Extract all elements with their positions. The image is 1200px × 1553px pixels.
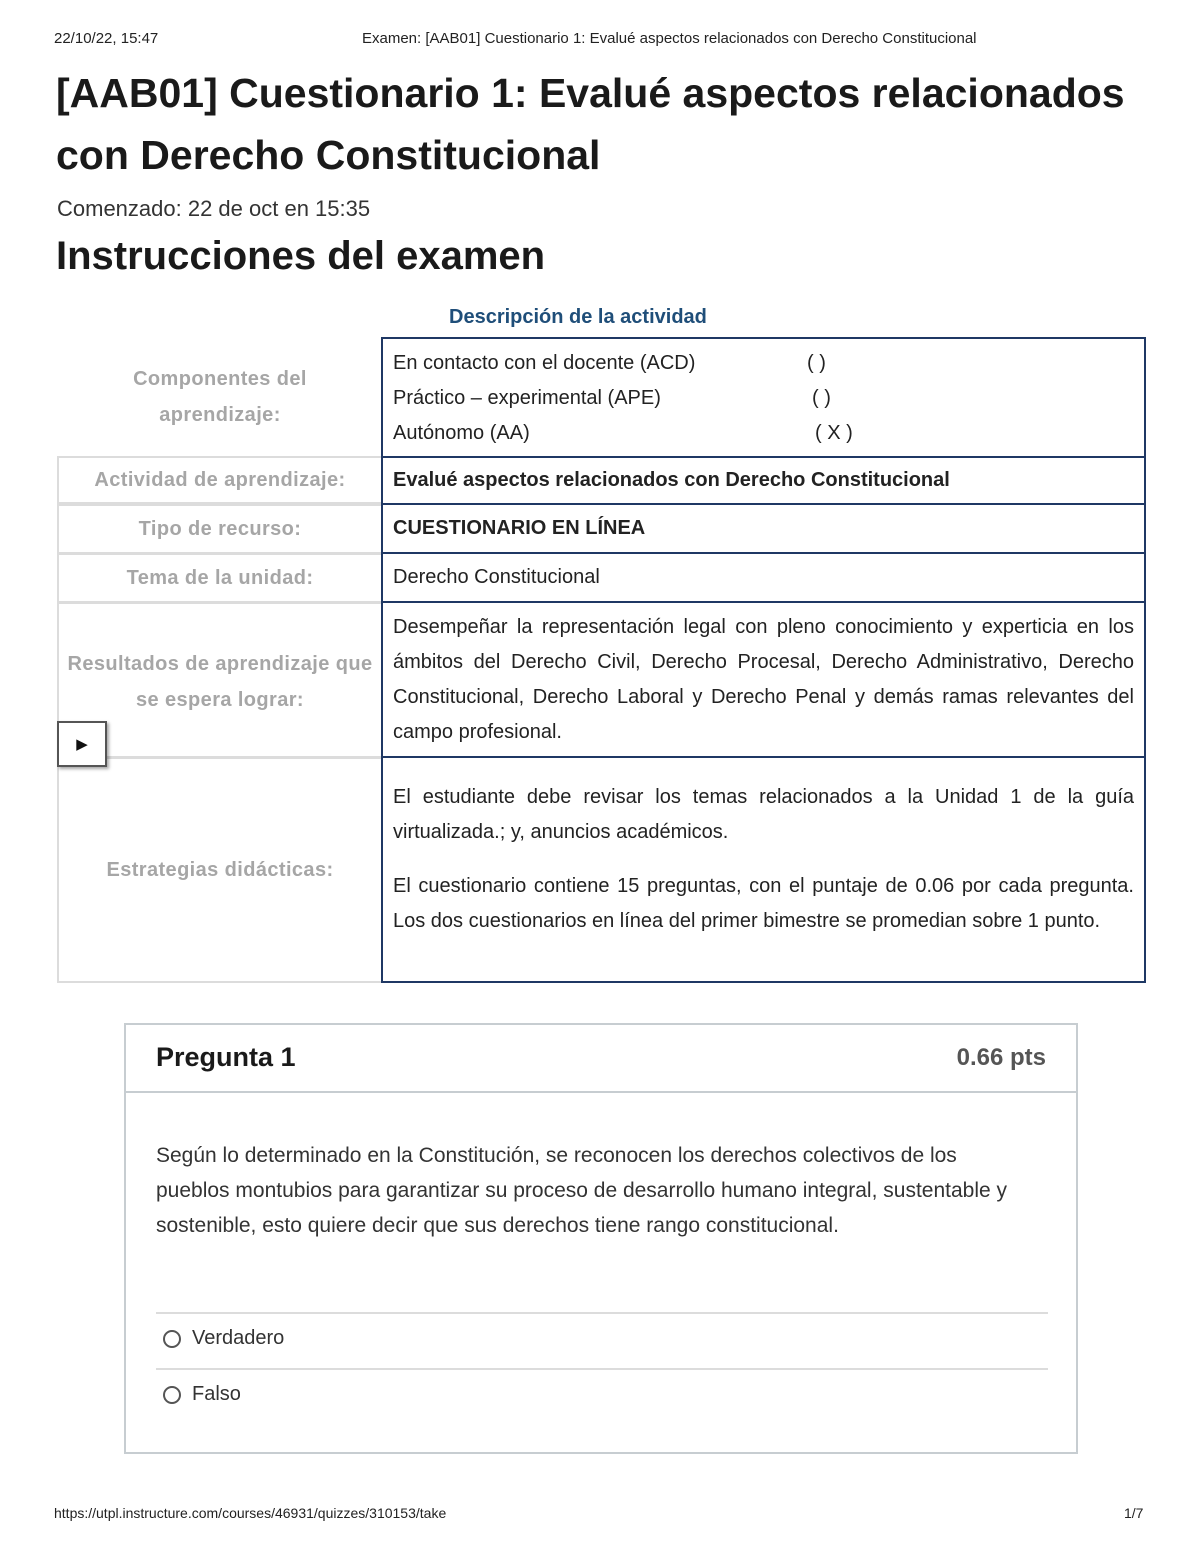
topic-label-text: Tema de la unidad: xyxy=(126,567,314,589)
component-name: Práctico – experimental (APE) xyxy=(393,387,661,409)
question-text: Según lo determinado en la Constitución, se reconocen los derechos colectivos de los pueblos montubios para garantizar su proceso de desarrollo humano integral, sustentable y sostenible, esto quiere decir que sus derechos tiene rango constitucional. xyxy=(156,1144,1008,1237)
topic-value: Derecho Constitucional xyxy=(381,552,1146,603)
started-timestamp: Comenzado: 22 de oct en 15:35 xyxy=(57,196,371,221)
resource-value: CUESTIONARIO EN LÍNEA xyxy=(381,503,1146,554)
components-label xyxy=(57,337,383,457)
strategies-value xyxy=(381,756,1146,983)
components-label-text: Componentes del aprendizaje: xyxy=(133,368,307,426)
print-url: https://utpl.instructure.com/courses/46931/quizzes/310153/take xyxy=(54,1505,447,1521)
component-mark: ( X ) xyxy=(815,422,853,444)
play-button[interactable] xyxy=(57,721,107,767)
page-number: 1/7 xyxy=(1124,1505,1144,1521)
activity-label-text: Actividad de aprendizaje: xyxy=(94,469,346,491)
question-points: 0.66 pts xyxy=(956,1044,1046,1071)
answer-option-verdadero[interactable] xyxy=(156,1312,1048,1369)
print-date: 22/10/22, 15:47 xyxy=(54,30,159,47)
play-icon: ▶ xyxy=(76,736,88,753)
answer-option-falso[interactable] xyxy=(156,1368,1048,1425)
strategies-label xyxy=(57,757,383,983)
radio-button-icon[interactable] xyxy=(163,1386,181,1404)
component-mark: ( ) xyxy=(812,387,831,409)
instructions-heading: Instrucciones del examen xyxy=(56,234,546,278)
component-row xyxy=(393,381,1134,416)
radio-button-icon[interactable] xyxy=(163,1330,181,1348)
print-document-title: Examen: [AAB01] Cuestionario 1: Evalué aspectos relacionados con Derecho Constitucional xyxy=(362,30,977,47)
component-name: En contacto con el docente (ACD) xyxy=(393,352,696,374)
resource-label-text: Tipo de recurso: xyxy=(138,518,302,540)
topic-label xyxy=(57,553,383,603)
activity-value: Evalué aspectos relacionados con Derecho Constitucional xyxy=(381,456,1146,505)
component-row xyxy=(393,346,1134,381)
strategies-paragraph: El cuestionario contiene 15 preguntas, con el puntaje de 0.06 por cada pregunta. Los dos cuestionarios en línea del primer bimestre se promedian sobre 1 punto. xyxy=(393,875,1134,932)
print-footer xyxy=(0,1505,1200,1525)
table-heading: Descripción de la actividad xyxy=(449,306,707,328)
results-label-text: Resultados de aprendizaje que se espera lograr: xyxy=(67,653,373,711)
resource-label xyxy=(57,504,383,554)
quiz-title: [AAB01] Cuestionario 1: Evalué aspectos relacionados con Derecho Constitucional xyxy=(56,70,1125,178)
strategies-label-text: Estrategias didácticas: xyxy=(106,859,334,881)
strategies-paragraph: El estudiante debe revisar los temas relacionados a la Unidad 1 de la guía virtualizada.; y, anuncios académicos. xyxy=(393,786,1134,843)
component-row xyxy=(393,416,1134,451)
print-header xyxy=(0,30,1200,50)
question-header xyxy=(126,1025,1076,1093)
components-value xyxy=(381,337,1146,458)
answer-label: Verdadero xyxy=(192,1327,285,1349)
question-title: Pregunta 1 xyxy=(156,1042,296,1072)
question-card xyxy=(124,1023,1078,1454)
results-value: Desempeñar la representación legal con pleno conocimiento y experticia en los ámbitos del Derecho Civil, Derecho Procesal, Derecho Administrativo, Derecho Constitucional, Derecho Laboral y Derecho Penal y demás ramas relevantes del campo profesional. xyxy=(381,601,1146,758)
component-mark: ( ) xyxy=(807,352,826,374)
component-name: Autónomo (AA) xyxy=(393,422,530,444)
answer-label: Falso xyxy=(192,1383,241,1405)
activity-label xyxy=(57,456,383,504)
